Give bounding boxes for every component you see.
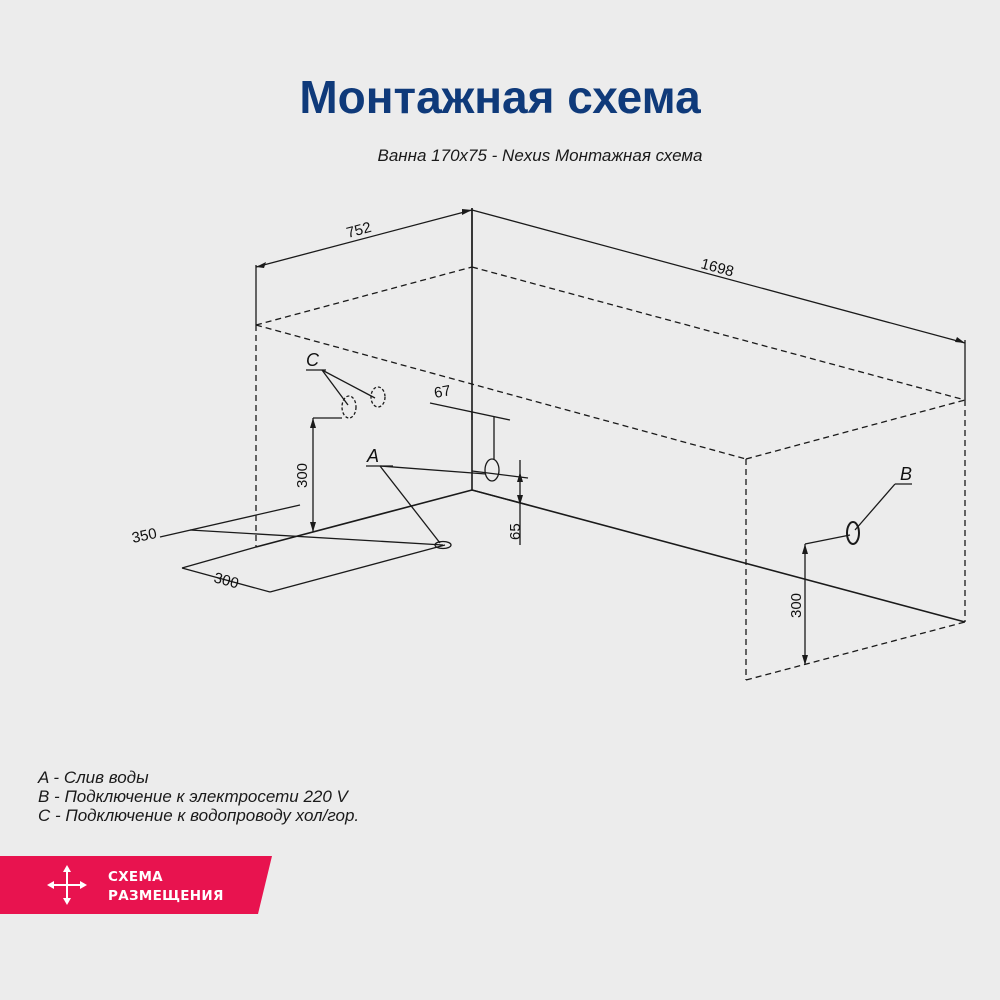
dim-depth-350: 350 xyxy=(130,525,159,547)
banner-label xyxy=(108,868,224,906)
label-b: B xyxy=(900,464,913,484)
placement-scheme-banner[interactable] xyxy=(0,856,272,914)
dim-height-300-left: 300 xyxy=(294,462,311,488)
banner-line-2: РАЗМЕЩЕНИЯ xyxy=(108,888,224,904)
label-c: C xyxy=(306,350,319,370)
legend-item-c: C - Подключение к водопроводу хол/гор. xyxy=(38,806,360,825)
dimension-lines xyxy=(160,208,965,665)
wall-edges xyxy=(256,208,965,622)
banner-line-1: СХЕМА xyxy=(108,869,163,885)
dim-depth-300: 300 xyxy=(211,569,241,593)
dim-height-300-right: 300 xyxy=(788,592,805,618)
electric-connection-point xyxy=(847,522,859,544)
dim-length-1698: 1698 xyxy=(698,255,736,281)
legend xyxy=(38,768,359,825)
move-arrows-icon xyxy=(46,864,88,906)
diagram-subtitle: Ванна 170х75 - Nexus Монтажная схема xyxy=(377,146,703,165)
dim-offset-67: 67 xyxy=(432,382,453,402)
label-a: A xyxy=(367,446,380,466)
page-title: Монтажная схема xyxy=(299,71,701,123)
legend-item-b: B - Подключение к электросети 220 V xyxy=(38,787,348,806)
legend-item-a: A - Слив воды xyxy=(38,768,149,787)
bathtub-outline xyxy=(256,267,965,680)
wall-drain-point xyxy=(485,459,499,481)
leader-lines xyxy=(306,370,912,543)
water-inlet-cold xyxy=(342,396,356,418)
dim-width-752: 752 xyxy=(344,218,374,242)
dim-height-65: 65 xyxy=(507,523,524,540)
